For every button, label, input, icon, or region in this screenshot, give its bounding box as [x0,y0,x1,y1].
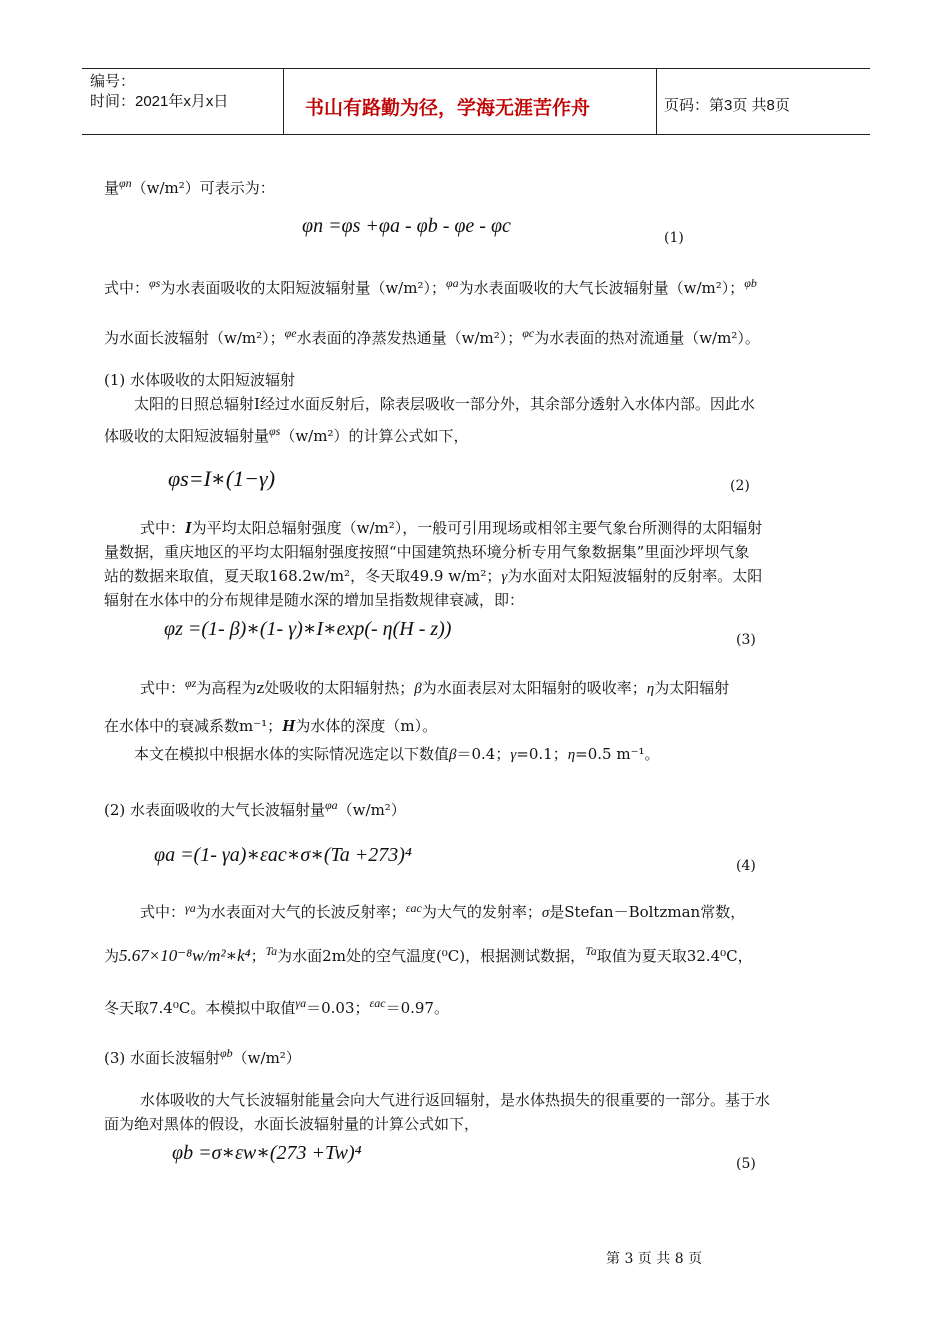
symbol-phi-b: φb [744,276,757,290]
sigma-value: 5.67×10⁻⁸w/m²∗k⁴ [119,946,251,965]
header-date: 时间：2021年x月x日 [90,93,229,110]
symbol-gamma: γ [510,747,517,763]
symbol-phi-z: φz [185,676,197,690]
symbol-phi-a: φa [325,798,338,812]
symbol-eta: η [567,747,576,763]
header-top-rule [82,68,870,69]
symbol-phi-c: φc [522,326,535,340]
symbol-T-a: Ta [265,944,278,958]
symbol-phi-b: φb [220,1046,233,1060]
paragraph-line: 辐射在水体中的分布规律是随水深的增加呈指数规律衰减，即： [104,591,525,609]
paragraph-line: 冬天取7.4⁰C。本模拟中取值$^{\gamma a}$＝0.03；$^{\varepsilon ac}$＝0.97。 [104,996,449,1017]
paragraph-line: 式中：$^{\gamma a}$为水表面对大气的长波反射率；$^{\varepsilon ac}$为大气的发射率；σ是Stefan－Boltzman常数， [140,901,746,921]
header-divider-2 [656,68,657,135]
equation-5: φb =σ∗εw∗(273 +Tw)⁴ [172,1142,362,1164]
equation-4-number: (4) [736,858,756,874]
symbol-phi-s: φs [269,424,281,438]
equation-4: φa =(1- γa)∗εac∗σ∗(Ta +273)⁴ [154,844,412,866]
equation-2: φs=I∗(1−γ) [168,466,276,491]
section-2-title: (2) 水表面吸收的大气长波辐射量$^{\varphi a}$（w/m²） [104,798,406,819]
footer-page-number: 第 3 页 共 8 页 [606,1251,703,1267]
paragraph-line: 在水体中的衰减系数m⁻¹；H为水体的深度（m）。 [104,716,438,735]
text-line: 为水面长波辐射（w/m²）；$^{\varphi e}$水表面的净蒸发热通量（w/m²）；$^{\varphi c}$为水表面的热对流通量（w/m²）。 [104,326,760,347]
paragraph-line: 面为绝对黑体的假设，水面长波辐射量的计算公式如下， [104,1115,480,1133]
symbol-eta: η [646,681,655,697]
symbol-sigma: σ [541,905,550,921]
symbol-phi-s: φs [149,276,161,290]
header-divider-1 [283,68,284,135]
paragraph-line: 体吸收的太阳短波辐射量$^{\varphi s}$（w/m²）的计算公式如下， [104,424,469,445]
symbol-H: H [282,716,296,735]
paragraph-line: 量数据，重庆地区的平均太阳辐射强度按照“中国建筑热环境分析专用气象数据集”里面沙坪坝气象 [104,543,750,561]
symbol-phi-e: φe [284,326,297,340]
paragraph-line: 站的数据来取值，夏天取168.2w/m²，冬天取49.9 w/m²；γ为水面对太阳短波辐射的反射率。太阳 [104,567,763,585]
header-motto: 书山有路勤为径，学海无涯苦作舟 [305,98,591,119]
equation-3: φz =(1- β)∗(1- γ)∗I∗exp(- η(H - z)) [164,618,452,640]
symbol-gamma-a: γa [185,901,196,915]
paragraph-line: 本文在模拟中根据水体的实际情况选定以下数值β＝0.4；γ=0.1；η=0.5 m⁻¹。 [134,745,660,763]
symbol-beta: β [414,681,422,697]
paragraph-line: 式中：$^{\varphi z}$为高程为z处吸收的太阳辐射热；β为水面表层对太阳辐射的吸收率；η为太阳辐射 [140,676,730,697]
symbol-phi-a: φa [445,276,459,290]
equation-1: φn =φs +φa - φb - φe - φc [302,215,511,237]
header-page-label: 页码：第3页 共8页 [664,97,790,114]
symbol-gamma: γ [501,569,508,585]
equation-5-number: (5) [736,1156,756,1172]
header-bottom-rule [82,134,870,135]
text-line: 式中：$^{\varphi s}$为水表面吸收的太阳短波辐射量（w/m²）；$^{\varphi a}$为水表面吸收的大气长波辐射量（w/m²）；$^{\varphi b}$ [104,276,757,297]
equation-3-number: (3) [736,632,756,648]
paragraph-line: 式中：I为平均太阳总辐射强度（w/m²），一般可引用现场或相邻主要气象台所测得的太阳辐射 [140,518,763,537]
section-1-title: (1) 水体吸收的太阳短波辐射 [104,371,296,389]
symbol-phi-n: φn [119,176,132,190]
symbol-I: I [185,518,192,537]
header-code: 编号： [90,73,136,90]
symbol-eps-ac: εac [369,996,386,1010]
text-line: 量$^{\varphi n}$（w/m²）可表示为： [104,176,275,197]
equation-1-number: (1) [664,230,684,246]
symbol-eps-ac: εac [405,901,422,915]
section-3-title: (3) 水面长波辐射$^{\varphi b}$（w/m²） [104,1046,301,1067]
symbol-gamma-a: γa [295,996,307,1010]
paragraph-line: 水体吸收的大气长波辐射能量会向大气进行返回辐射，是水体热损失的很重要的一部分。基于水 [140,1091,771,1109]
paragraph-line: 为5.67×10⁻⁸w/m²∗k⁴；$^{Ta}$为水面2m处的空气温度(⁰C)，根据测试数据，$^{Ta}$取值为夏天取32.4⁰C， [104,944,753,965]
symbol-beta: β [449,747,457,763]
paragraph-line: 太阳的日照总辐射Ⅰ经过水面反射后，除表层吸收一部分外，其余部分透射入水体内部。因此水 [134,395,755,413]
symbol-T-a: Ta [585,944,597,958]
equation-2-number: (2) [730,478,750,494]
